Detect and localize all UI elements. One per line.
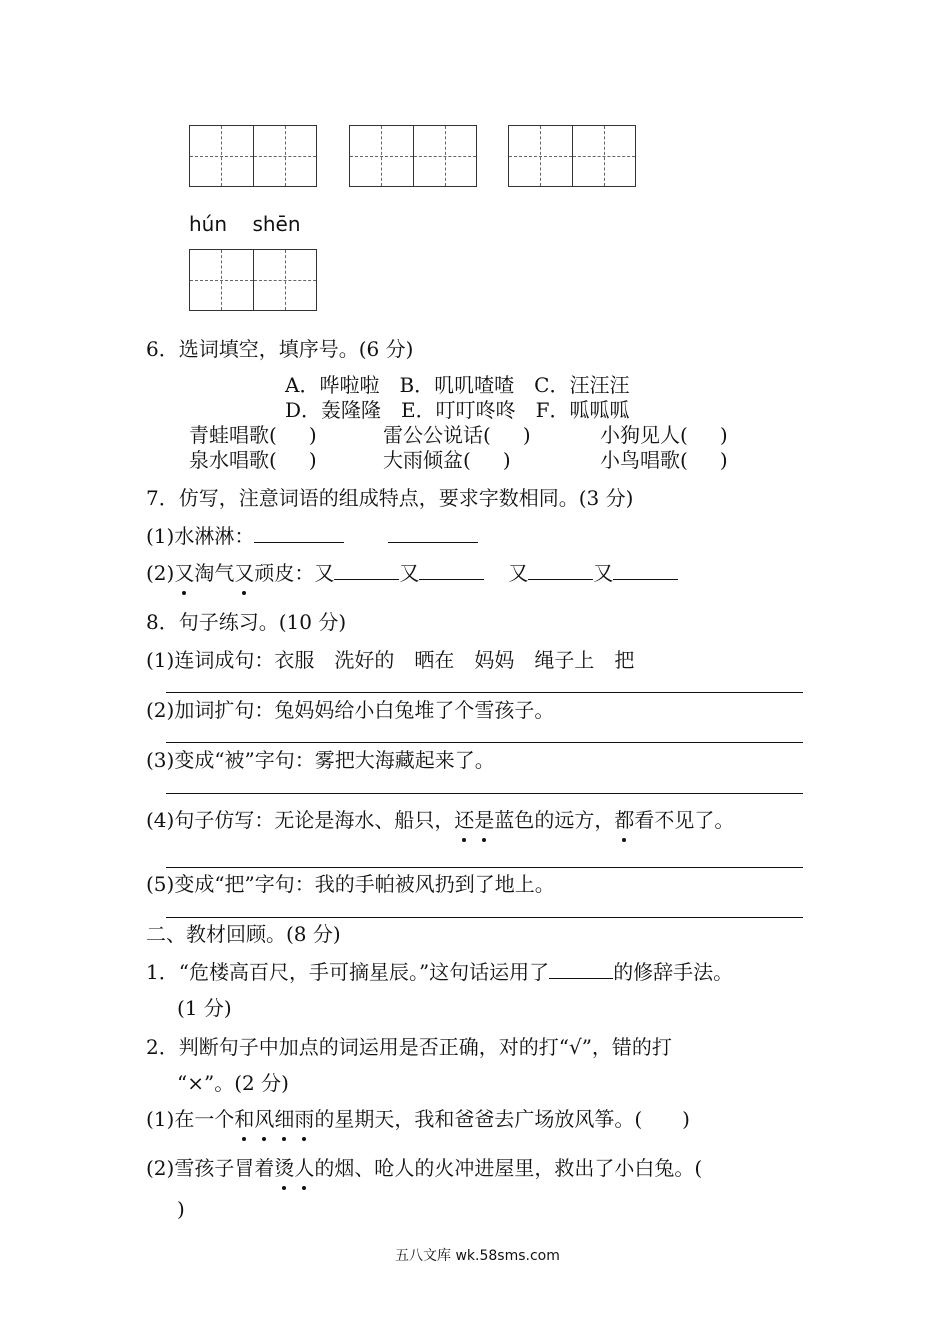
footer-watermark: 五八文库 wk.58sms.com [395,1248,560,1264]
q8-s5: (5)变成“把”字句：我的手帕被风扔到了地上。 [146,872,555,896]
judge-2: (2)雪孩子冒着烫人的烟、呛人的火冲进屋里，救出了小白兔。( [146,1156,703,1180]
q8-answer-line-2[interactable] [166,742,803,743]
part2-q2-line2: “×”。(2 分) [177,1071,289,1095]
part2-q1-blank[interactable] [549,958,613,979]
part2-q2-line1: 2．判断句子中加点的词运用是否正确，对的打“√”，错的打 [146,1035,672,1059]
q8-s4: (4)句子仿写：无论是海水、船只，还是蓝色的远方，都看不见了。 [146,808,735,832]
q7-blank-2[interactable] [388,522,478,543]
q6-item-3[interactable]: 小狗见人( ) [600,423,728,447]
q8-answer-line-3[interactable] [166,793,803,794]
q6-item-5[interactable]: 大雨倾盆( ) [383,448,511,472]
q7-title: 7．仿写，注意词语的组成特点，要求字数相同。(3 分) [146,486,634,510]
q7-part2: (2)又淘气又顽皮：又 又 又 又 [146,559,678,586]
writing-grid-4[interactable] [189,249,317,311]
judge-2-close[interactable]: ) [177,1197,185,1221]
pinyin-label: hún shēn [189,212,301,236]
q8-answer-line-4[interactable] [166,867,803,868]
q8-answer-line-1[interactable] [166,692,803,693]
q7-blank-4[interactable] [419,559,484,580]
q6-item-4[interactable]: 泉水唱歌( ) [189,448,317,472]
writing-grid-3[interactable] [508,125,636,187]
q8-answer-line-5[interactable] [166,917,803,918]
writing-grid-2[interactable] [349,125,477,187]
judge-1: (1)在一个和风细雨的星期天，我和爸爸去广场放风筝。( ) [146,1107,690,1131]
q7-part1: (1)水淋淋： [146,522,478,549]
q6-item-1[interactable]: 青蛙唱歌( ) [189,423,317,447]
q6-options-row2: D．轰隆隆 E．叮叮咚咚 F．呱呱呱 [285,398,630,422]
writing-grid-1[interactable] [189,125,317,187]
q6-item-2[interactable]: 雷公公说话( ) [383,423,531,447]
q8-title: 8．句子练习。(10 分) [146,610,347,634]
q7-blank-3[interactable] [334,559,399,580]
q6-item-6[interactable]: 小鸟唱歌( ) [600,448,728,472]
q6-options-row1: A．哗啦啦 B．叽叽喳喳 C．汪汪汪 [285,373,630,397]
part2-title: 二、教材回顾。(8 分) [146,922,341,946]
q7-blank-5[interactable] [528,559,593,580]
q8-s2: (2)加词扩句：兔妈妈给小白兔堆了个雪孩子。 [146,698,555,722]
part2-q1-score: (1 分) [177,996,232,1020]
q8-s3: (3)变成“被”字句：雾把大海藏起来了。 [146,748,495,772]
q7-blank-6[interactable] [613,559,678,580]
q7-blank-1[interactable] [254,522,344,543]
q6-title: 6．选词填空，填序号。(6 分) [146,337,414,361]
part2-q1: 1．“危楼高百尺，手可摘星辰。”这句话运用了 的修辞手法。 [146,960,734,984]
q8-s1: (1)连词成句：衣服 洗好的 晒在 妈妈 绳子上 把 [146,648,635,672]
